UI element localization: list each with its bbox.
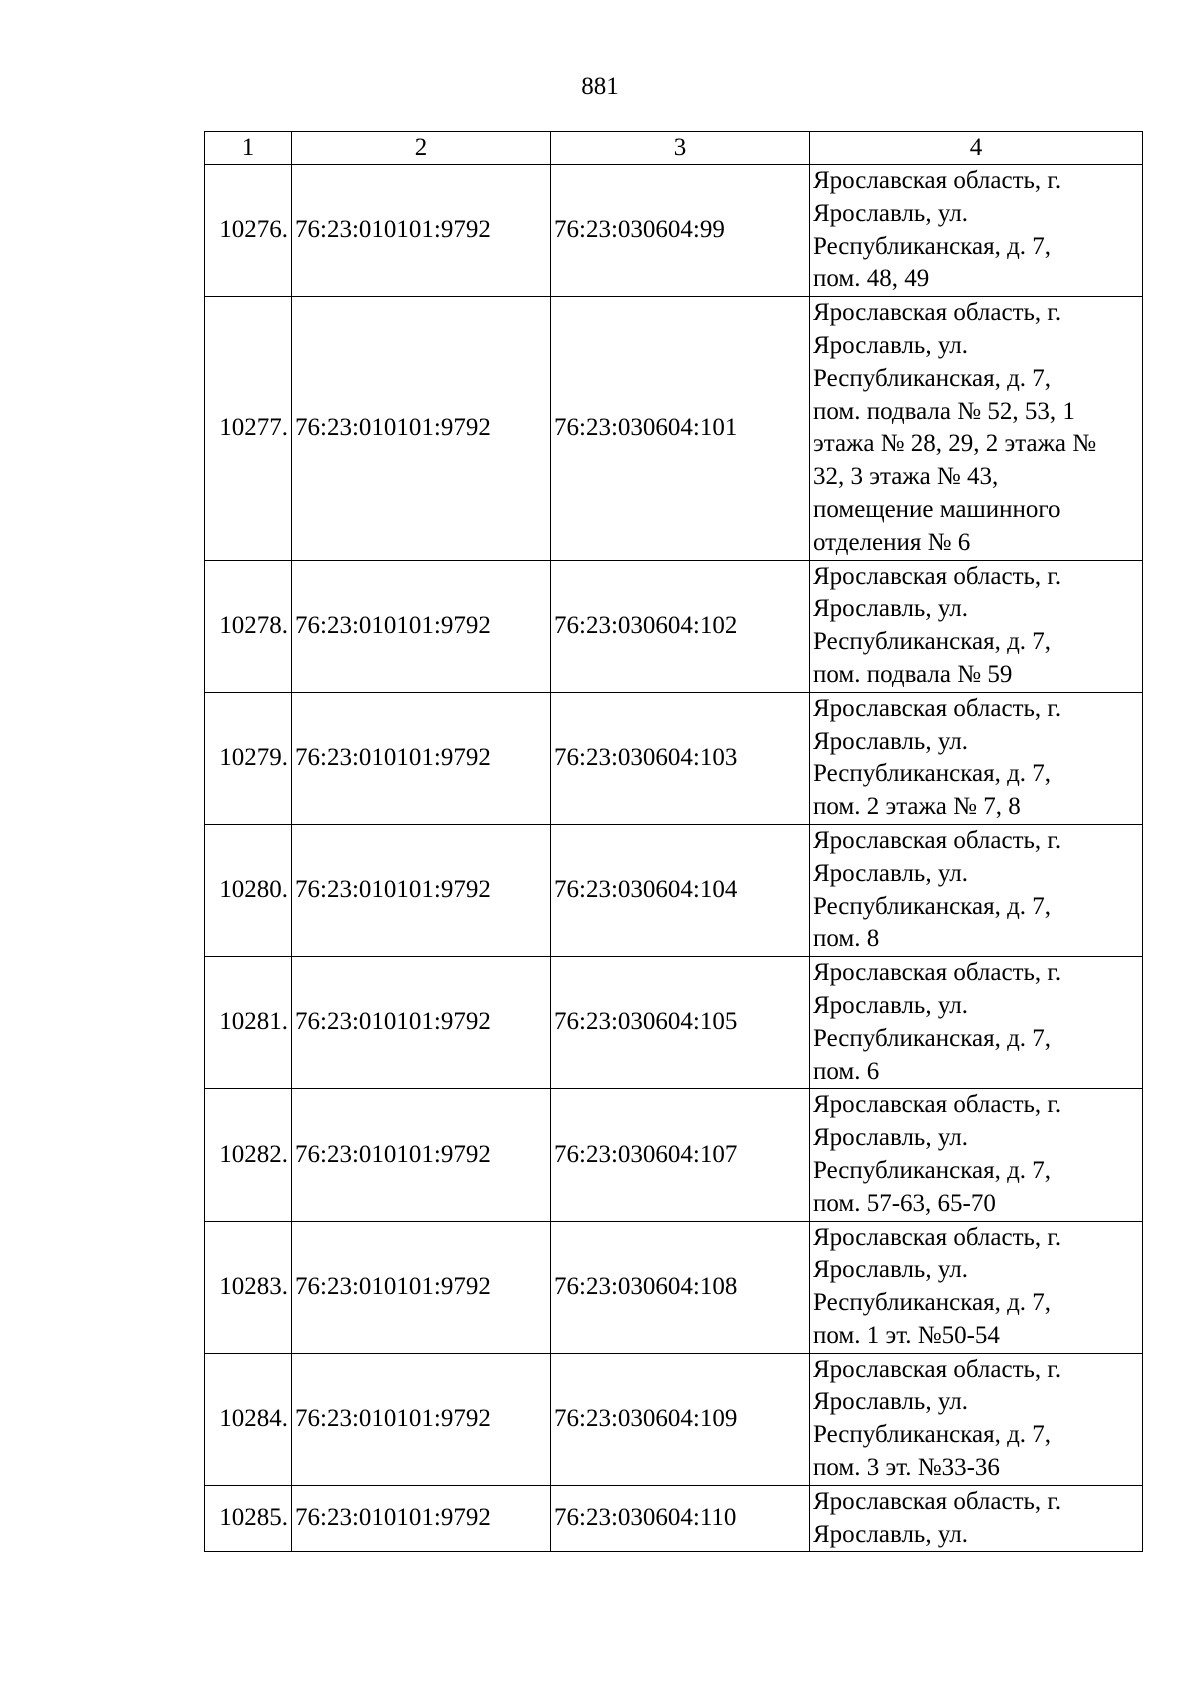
address-line: 32, 3 этажа № 43, [813, 463, 999, 491]
parcel-number-cell: 76:23:010101:9792 [292, 165, 551, 297]
address-cell [810, 165, 1143, 297]
row-number-cell: 10279. [205, 692, 292, 824]
address-cell [810, 1353, 1143, 1485]
address-line: Ярославль, ул. [813, 199, 968, 227]
parcel-number-cell: 76:23:010101:9792 [292, 692, 551, 824]
address-cell [810, 692, 1143, 824]
table-row [205, 957, 1143, 1089]
address-line: пом. 6 [813, 1057, 880, 1085]
row-number-cell: 10285. [205, 1485, 292, 1552]
address-cell [810, 560, 1143, 692]
registry-table [204, 131, 1143, 1552]
address-line: пом. 48, 49 [813, 265, 930, 293]
object-number-cell: 76:23:030604:99 [551, 165, 810, 297]
address-line: Республиканская, д. 7, [813, 760, 1052, 788]
address-line: Ярославль, ул. [813, 1388, 968, 1416]
address-cell [810, 1485, 1143, 1552]
address-line: пом. 1 эт. №50-54 [813, 1321, 1000, 1349]
row-number-cell: 10280. [205, 824, 292, 956]
page-number: 881 [581, 73, 619, 100]
address-line: Республиканская, д. 7, [813, 1289, 1052, 1317]
column-header: 3 [551, 132, 810, 165]
address-line: пом. 2 этажа № 7, 8 [813, 793, 1021, 821]
address-line: пом. 3 эт. №33-36 [813, 1454, 1000, 1482]
address-line: Ярославская область, г. [813, 299, 1062, 327]
address-cell [810, 957, 1143, 1089]
table-row [205, 1485, 1143, 1552]
address-line: Республиканская, д. 7, [813, 892, 1052, 920]
table-row [205, 297, 1143, 560]
address-line: Республиканская, д. 7, [813, 232, 1052, 260]
address-line: Республиканская, д. 7, [813, 364, 1052, 392]
table-row [205, 824, 1143, 956]
address-line: этажа № 28, 29, 2 этажа № [813, 430, 1097, 458]
address-line: Ярославская область, г. [813, 826, 1062, 854]
object-number-cell: 76:23:030604:104 [551, 824, 810, 956]
address-line: Ярославская область, г. [813, 562, 1062, 590]
address-line: Ярославль, ул. [813, 1256, 968, 1284]
parcel-number-cell: 76:23:010101:9792 [292, 1221, 551, 1353]
table-row [205, 1353, 1143, 1485]
address-line: помещение машинного [813, 495, 1061, 523]
parcel-number-cell: 76:23:010101:9792 [292, 1353, 551, 1485]
object-number-cell: 76:23:030604:108 [551, 1221, 810, 1353]
row-number-cell: 10276. [205, 165, 292, 297]
address-line: Ярославль, ул. [813, 727, 968, 755]
table-body [205, 132, 1143, 1552]
address-line: Ярославль, ул. [813, 1124, 968, 1152]
table-row [205, 1089, 1143, 1221]
address-line: пом. 8 [813, 925, 880, 953]
table-row [205, 692, 1143, 824]
row-number-cell: 10281. [205, 957, 292, 1089]
address-cell [810, 1221, 1143, 1353]
object-number-cell: 76:23:030604:101 [551, 297, 810, 560]
object-number-cell: 76:23:030604:103 [551, 692, 810, 824]
address-cell [810, 297, 1143, 560]
row-number-cell: 10282. [205, 1089, 292, 1221]
address-line: Ярославль, ул. [813, 991, 968, 1019]
address-line: Ярославская область, г. [813, 694, 1062, 722]
table-row [205, 560, 1143, 692]
address-line: пом. подвала № 59 [813, 660, 1013, 688]
object-number-cell: 76:23:030604:109 [551, 1353, 810, 1485]
address-line: Республиканская, д. 7, [813, 1421, 1052, 1449]
parcel-number-cell: 76:23:010101:9792 [292, 957, 551, 1089]
address-cell [810, 824, 1143, 956]
table-header-row [205, 132, 1143, 165]
address-line: Ярославль, ул. [813, 331, 968, 359]
object-number-cell: 76:23:030604:105 [551, 957, 810, 1089]
table-row [205, 165, 1143, 297]
address-line: пом. подвала № 52, 53, 1 [813, 397, 1075, 425]
parcel-number-cell: 76:23:010101:9792 [292, 824, 551, 956]
parcel-number-cell: 76:23:010101:9792 [292, 1485, 551, 1552]
row-number-cell: 10284. [205, 1353, 292, 1485]
parcel-number-cell: 76:23:010101:9792 [292, 560, 551, 692]
row-number-cell: 10283. [205, 1221, 292, 1353]
address-line: Ярославская область, г. [813, 1223, 1062, 1251]
address-line: Республиканская, д. 7, [813, 628, 1052, 656]
address-line: Ярославль, ул. [813, 859, 968, 887]
object-number-cell: 76:23:030604:107 [551, 1089, 810, 1221]
table-row [205, 1221, 1143, 1353]
row-number-cell: 10278. [205, 560, 292, 692]
address-cell [810, 1089, 1143, 1221]
address-line: Ярославская область, г. [813, 959, 1062, 987]
object-number-cell: 76:23:030604:110 [551, 1485, 810, 1552]
column-header: 1 [205, 132, 292, 165]
address-line: пом. 57-63, 65-70 [813, 1189, 996, 1217]
parcel-number-cell: 76:23:010101:9792 [292, 1089, 551, 1221]
address-line: Ярославская область, г. [813, 1487, 1062, 1515]
address-line: Ярославль, ул. [813, 595, 968, 623]
address-line: Ярославская область, г. [813, 1355, 1062, 1383]
column-header: 2 [292, 132, 551, 165]
address-line: Ярославская область, г. [813, 167, 1062, 194]
row-number-cell: 10277. [205, 297, 292, 560]
address-line: Ярославль, ул. [813, 1520, 968, 1548]
object-number-cell: 76:23:030604:102 [551, 560, 810, 692]
column-header: 4 [810, 132, 1143, 165]
parcel-number-cell: 76:23:010101:9792 [292, 297, 551, 560]
address-line: Республиканская, д. 7, [813, 1024, 1052, 1052]
address-line: Республиканская, д. 7, [813, 1156, 1052, 1184]
address-line: отделения № 6 [813, 528, 971, 556]
address-line: Ярославская область, г. [813, 1091, 1062, 1119]
